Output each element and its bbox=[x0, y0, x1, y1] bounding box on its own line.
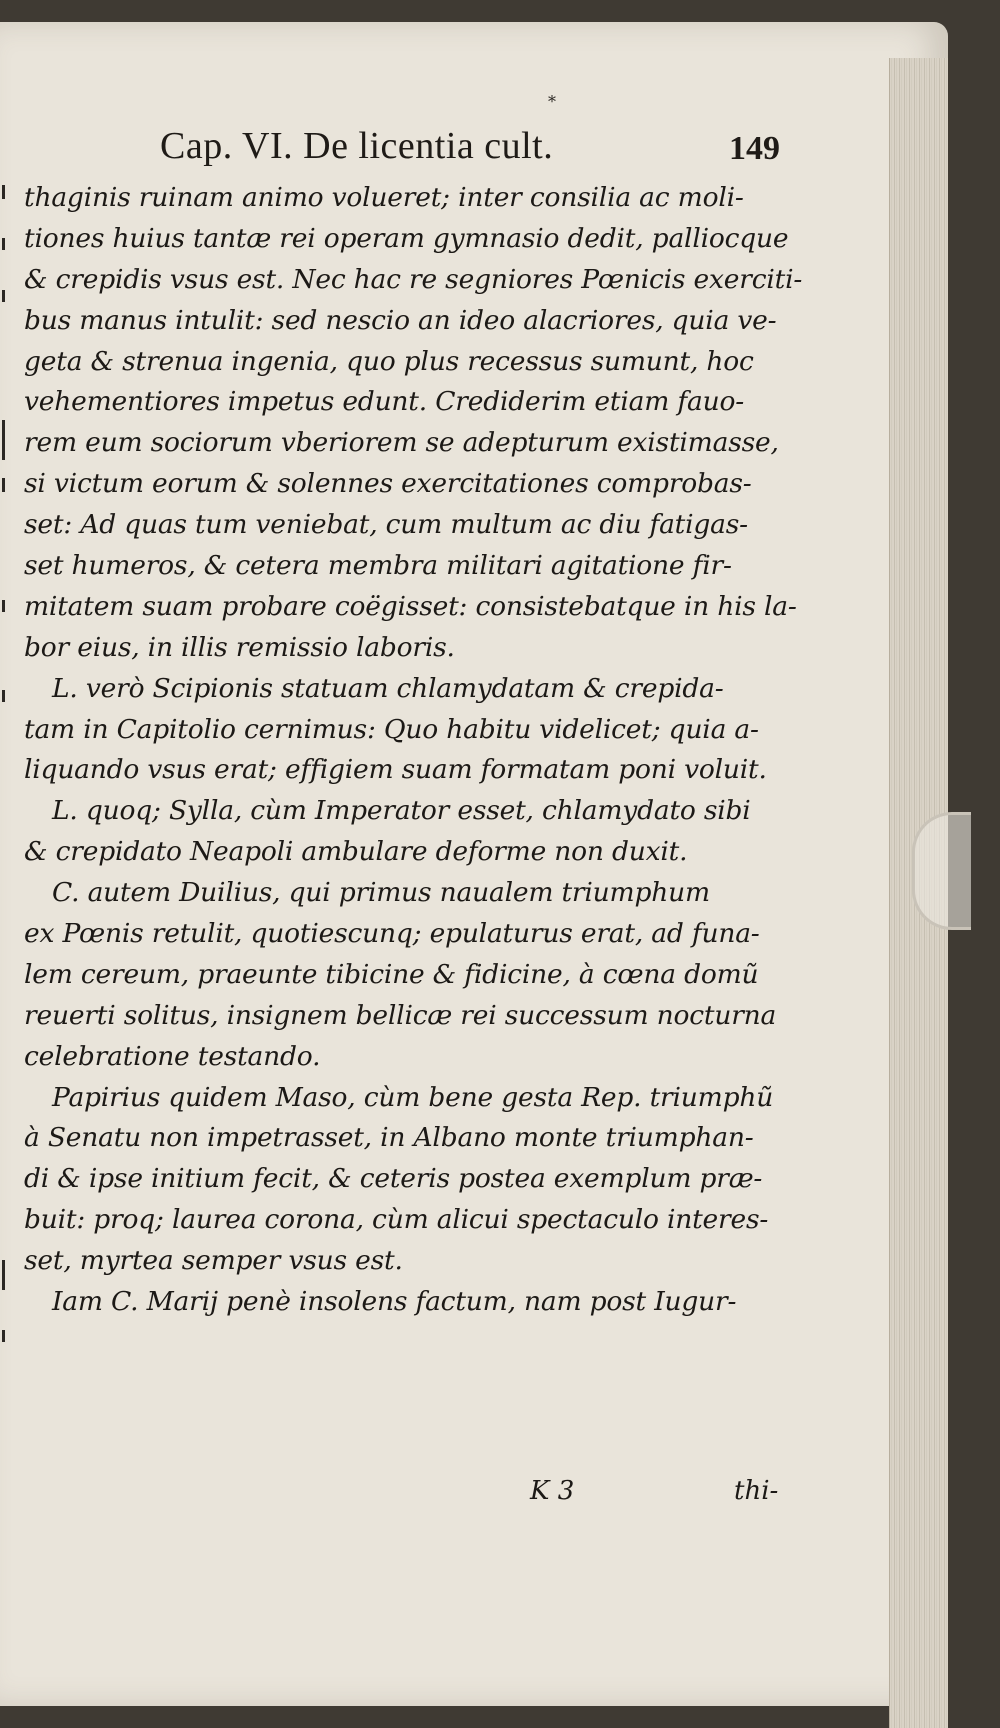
body-text bbox=[24, 178, 810, 1323]
text-line: geta & strenua ingenia, quo plus recessus sumunt, hoc bbox=[24, 345, 754, 377]
text-line: si victum eorum & solennes exercitationes comprobas- bbox=[24, 468, 752, 500]
text-line: & crepidis vsus est. Nec hac re segniores Pœnicis exerciti- bbox=[24, 263, 803, 295]
text-line: bor eius, in illis remissio laboris. bbox=[24, 631, 455, 663]
text-line: celebratione testando. bbox=[24, 1040, 321, 1072]
running-head bbox=[160, 124, 780, 176]
text-line: liquando vsus erat; effigiem suam formatam poni voluit. bbox=[24, 754, 767, 786]
text-line: di & ipse initium fecit, & ceteris postea exemplum præ- bbox=[24, 1163, 763, 1195]
text-line: set: Ad quas tum veniebat, cum multum ac diu fatigas- bbox=[24, 509, 748, 541]
text-line: ex Pœnis retulit, quotiescunq; epulaturus erat, ad funa- bbox=[24, 918, 760, 950]
text-line: & crepidato Neapoli ambulare deforme non duxit. bbox=[24, 836, 688, 868]
text-line: tam in Capitolio cernimus: Quo habitu videlicet; quia a- bbox=[24, 713, 759, 745]
text-line: reuerti solitus, insignem bellicæ rei successum nocturna bbox=[24, 999, 777, 1031]
page-number: 149 bbox=[729, 130, 780, 167]
text-line: bus manus intulit: sed nescio an ideo alacriores, quia ve- bbox=[24, 304, 777, 336]
page-clip bbox=[912, 812, 971, 930]
text-line: à Senatu non impetrasset, in Albano monte triumphan- bbox=[24, 1122, 754, 1154]
catchword: thi- bbox=[734, 1476, 779, 1506]
text-line: Papirius quidem Maso, cùm bene gesta Rep. triumphũ bbox=[52, 1081, 774, 1113]
signature-mark: K 3 bbox=[530, 1476, 575, 1506]
text-line: lem cereum, praeunte tibicine & fidicine, à cœna domũ bbox=[24, 958, 759, 990]
text-line: buit: proq; laurea corona, cùm alicui spectaculo interes- bbox=[24, 1204, 769, 1236]
text-line: set, myrtea semper vsus est. bbox=[24, 1245, 403, 1277]
text-line: Iam C. Marij penè insolens factum, nam post Iugur- bbox=[52, 1286, 737, 1318]
text-line: tiones huius tantæ rei operam gymnasio dedit, palliocque bbox=[24, 222, 789, 254]
text-line: thaginis ruinam animo volueret; inter consilia ac moli- bbox=[24, 182, 744, 213]
text-line: C. autem Duilius, qui primus naualem triumphum bbox=[52, 877, 710, 909]
text-line: mitatem suam probare coëgisset: consistebatque in his la- bbox=[24, 590, 797, 622]
text-line: L. quoq; Sylla, cùm Imperator esset, chlamydato sibi bbox=[52, 795, 751, 827]
text-line: rem eum sociorum vberiorem se adepturum existimasse, bbox=[24, 427, 779, 459]
text-line: L. verò Scipionis statuam chlamydatam & crepida- bbox=[52, 672, 724, 704]
chapter-title: Cap. VI. De licentia cult. bbox=[160, 125, 554, 167]
top-mark: * bbox=[548, 92, 556, 111]
text-line: vehementiores impetus edunt. Crediderim etiam fauo- bbox=[24, 386, 744, 418]
text-line: set humeros, & cetera membra militari agitatione fir- bbox=[24, 550, 732, 582]
